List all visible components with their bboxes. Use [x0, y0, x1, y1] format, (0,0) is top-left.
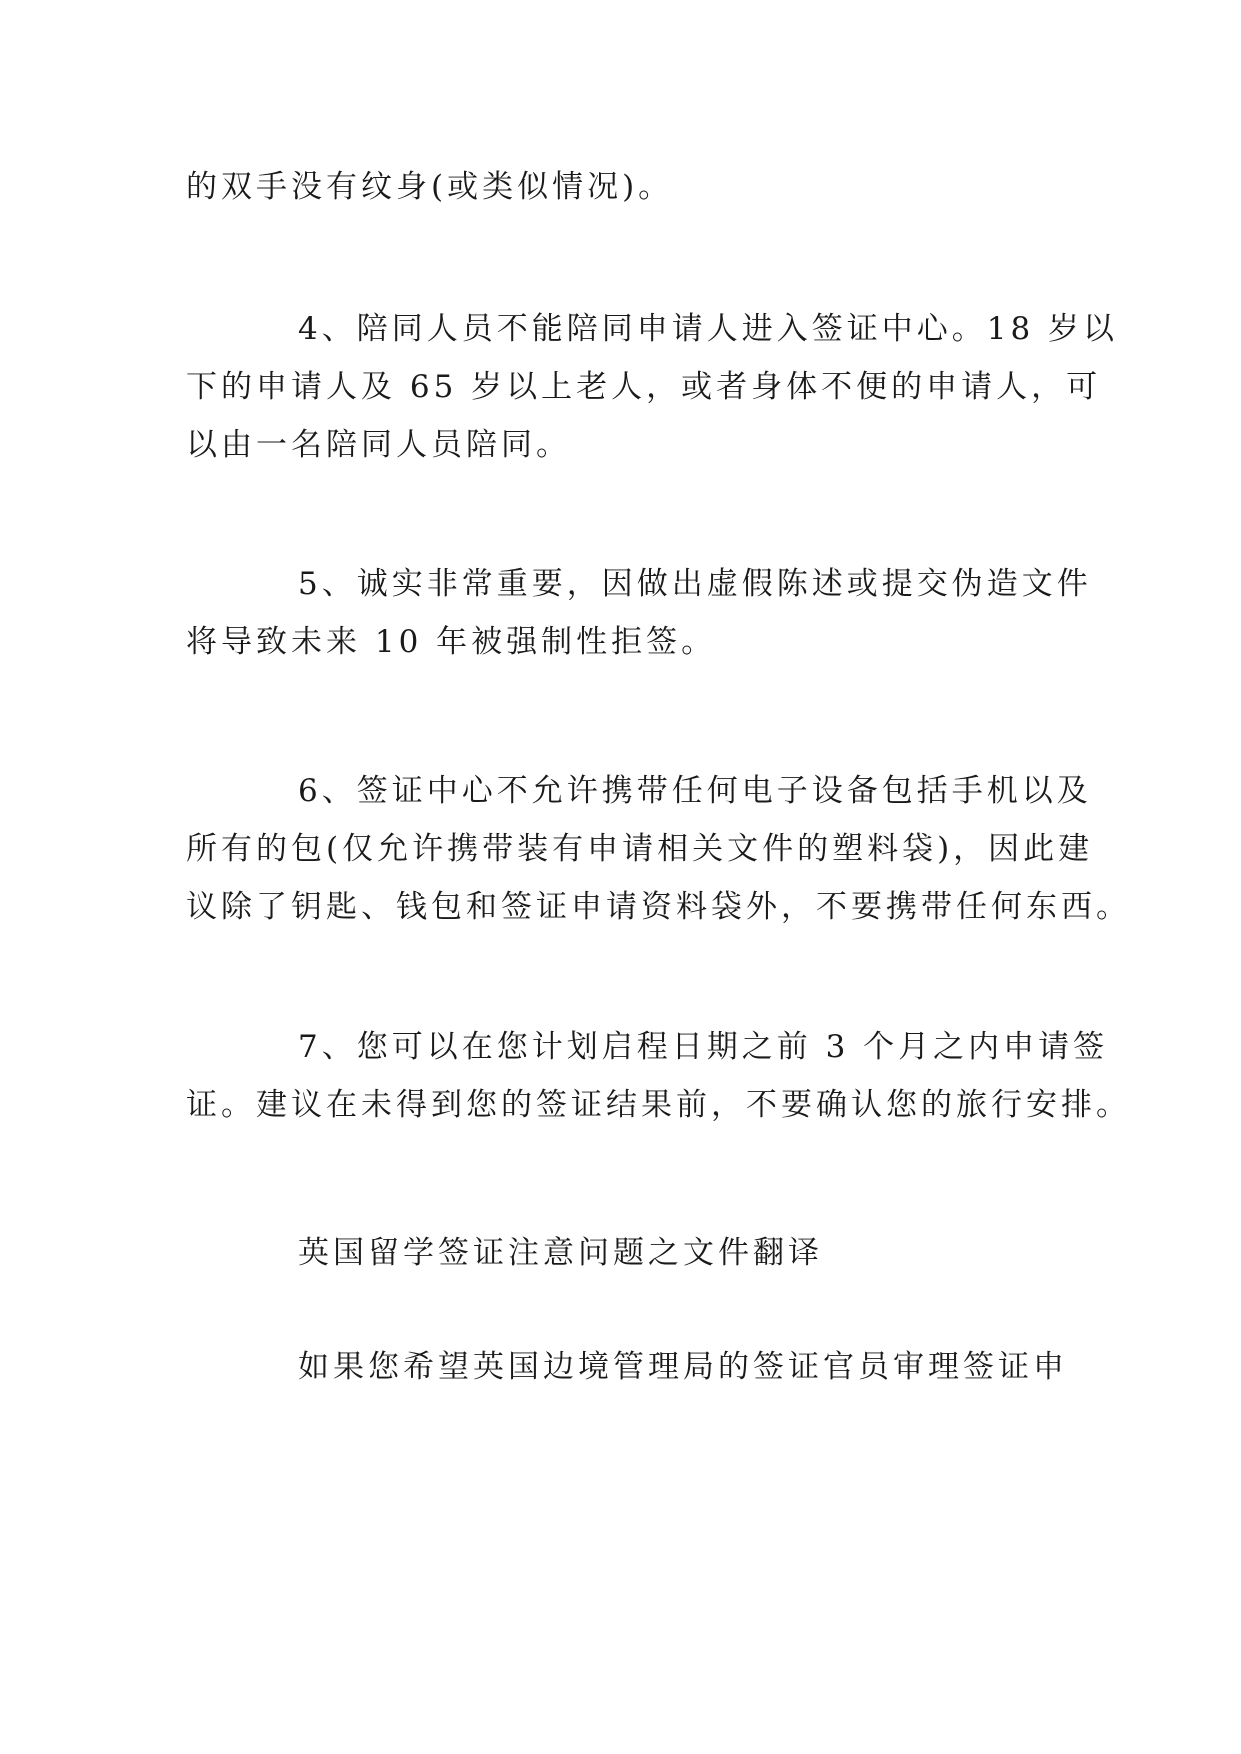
paragraph-line: 5、诚实非常重要，因做出虚假陈述或提交伪造文件 [298, 566, 1092, 602]
paragraph-line: 以由一名陪同人员陪同。 [186, 427, 571, 463]
paragraph-line: 将导致未来 10 年被强制性拒签。 [186, 624, 717, 660]
paragraph-item-5 [186, 555, 1092, 671]
paragraph-line: 4、陪同人员不能陪同申请人进入签证中心。18 岁以 [298, 311, 1119, 347]
paragraph-line: 7、您可以在您计划启程日期之前 3 个月之内申请签 [298, 1029, 1109, 1065]
paragraph-line: 证。建议在未得到您的签证结果前，不要确认您的旅行安排。 [186, 1087, 1131, 1123]
paragraph-line: 所有的包(仅允许携带装有申请相关文件的塑料袋)，因此建 [186, 831, 1094, 867]
paragraph-line: 下的申请人及 65 岁以上老人，或者身体不便的申请人，可 [186, 369, 1102, 405]
paragraph-translation-intro [186, 1338, 1068, 1396]
paragraph-line: 6、签证中心不允许携带任何电子设备包括手机以及 [298, 773, 1092, 809]
paragraph-item-4 [186, 300, 1119, 474]
paragraph-line: 英国留学签证注意问题之文件翻译 [298, 1235, 823, 1271]
paragraph-line: 如果您希望英国边境管理局的签证官员审理签证申 [298, 1349, 1068, 1385]
paragraph-item-6 [186, 762, 1131, 936]
section-heading-document-translation [186, 1224, 1056, 1282]
paragraph-tattoo-continuation [186, 158, 1056, 216]
paragraph-line: 议除了钥匙、钱包和签证申请资料袋外，不要携带任何东西。 [186, 889, 1131, 925]
paragraph-item-7 [186, 1018, 1131, 1134]
paragraph-line: 的双手没有纹身(或类似情况)。 [186, 169, 674, 205]
